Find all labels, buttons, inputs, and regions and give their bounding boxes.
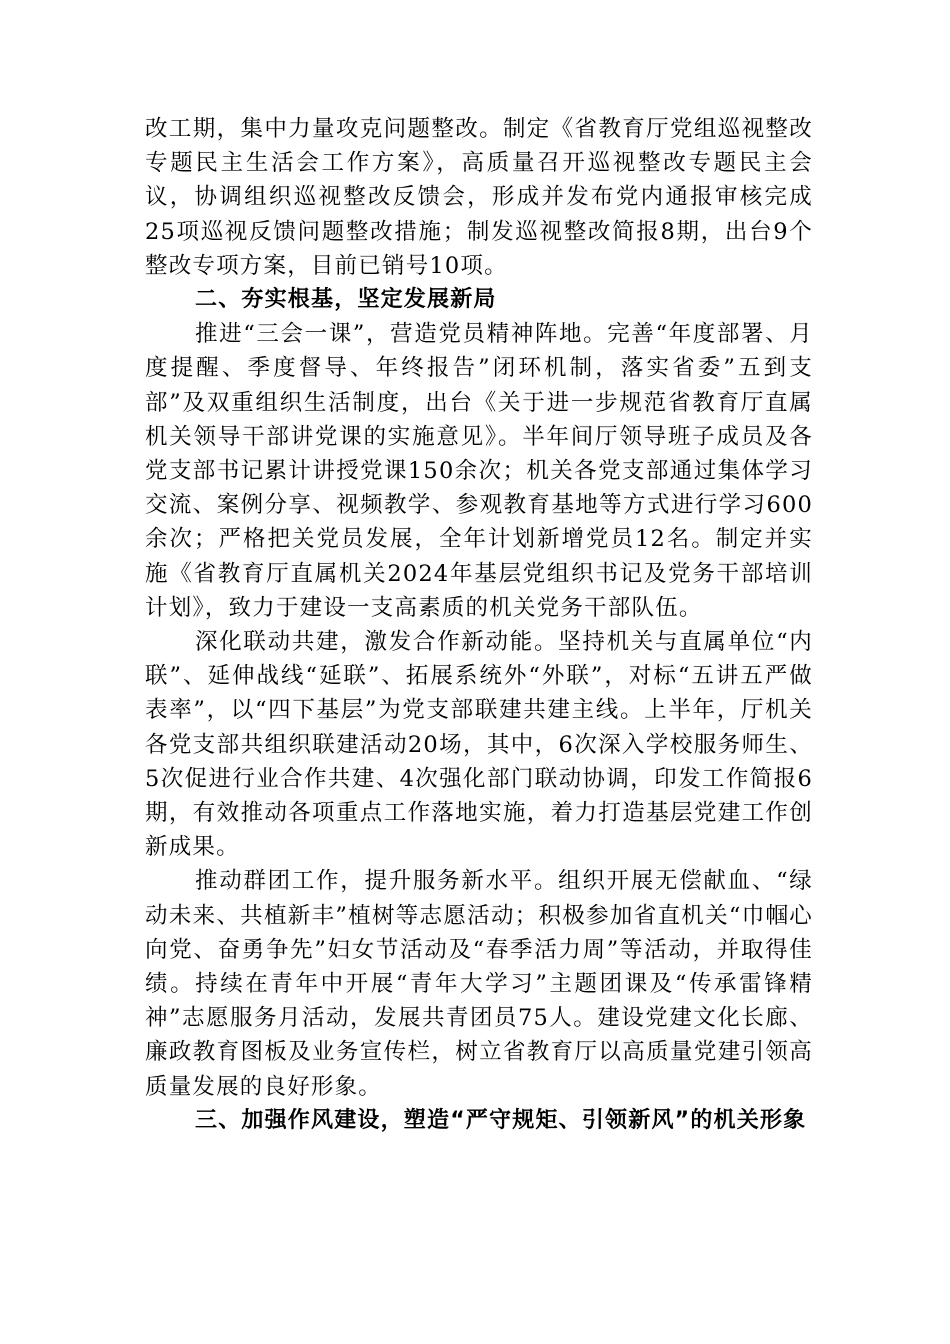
section-heading-2: 二、夯实根基，坚定发展新局 <box>195 287 497 313</box>
paragraph-rectification-summary: 改工期，集中力量攻克问题整改。制定《省教育厅党组巡视整改专题民主生活会工作方案》，高质量召开巡视整改专题民主会议，协调组织巡视整改反馈会，形成并发布党内通报审核完成25项巡视反馈问题整改措施；制发巡视整改简报8期，出台9个整改专项方案，目前已销号10项。 <box>145 116 813 279</box>
section-heading-3: 三、加强作风建设，塑造“严守规矩、引领新风”的机关形象 <box>195 1107 807 1133</box>
paragraph-joint-construction: 深化联动共建，激发合作新动能。坚持机关与直属单位“内联”、延伸战线“延联”、拓展系统外“外联”，对标“五讲五严做表率”，以“四下基层”为党支部联建共建主线。上半年，厅机关各党支部共组织联建活动20场，其中，6次深入学校服务师生、5次促进行业合作共建、4次强化部门联动协调，印发工作简报6期，有效推动各项重点工作落地实施，着力打造基层党建工作创新成果。 <box>145 629 813 861</box>
paragraph-three-meetings-one-lesson: 推进“三会一课”，营造党员精神阵地。完善“年度部署、月度提醒、季度督导、年终报告”闭环机制，落实省委”五到支部”及双重组织生活制度，出台《关于进一步规范省教育厅直属机关领导干部讲党课的实施意见》。半年间厅领导班子成员及各党支部书记累计讲授党课150余次；机关各党支部通过集体学习交流、案例分享、视频教学、参观教育基地等方式进行学习600余次；严格把关党员发展，全年计划新增党员12名。制定并实施《省教育厅直属机关2024年基层党组织书记及党务干部培训计划》，致力于建设一支高素质的机关党务干部队伍。 <box>145 321 813 621</box>
document-body <box>145 112 813 1138</box>
paragraph-mass-organization-work: 推动群团工作，提升服务新水平。组织开展无偿献血、“绿动未来、共植新丰”植树等志愿活动；积极参加省直机关“巾帼心向党、奋勇争先”妇女节活动及“春季活力周”等活动，并取得佳绩。持续在青年中开展“青年大学习”主题团课及“传承雷锋精神”志愿服务月活动，发展共青团员75人。建设党建文化长廊、廉政教育图板及业务宣传栏，树立省教育厅以高质量党建引领高质量发展的良好形象。 <box>145 868 813 1100</box>
